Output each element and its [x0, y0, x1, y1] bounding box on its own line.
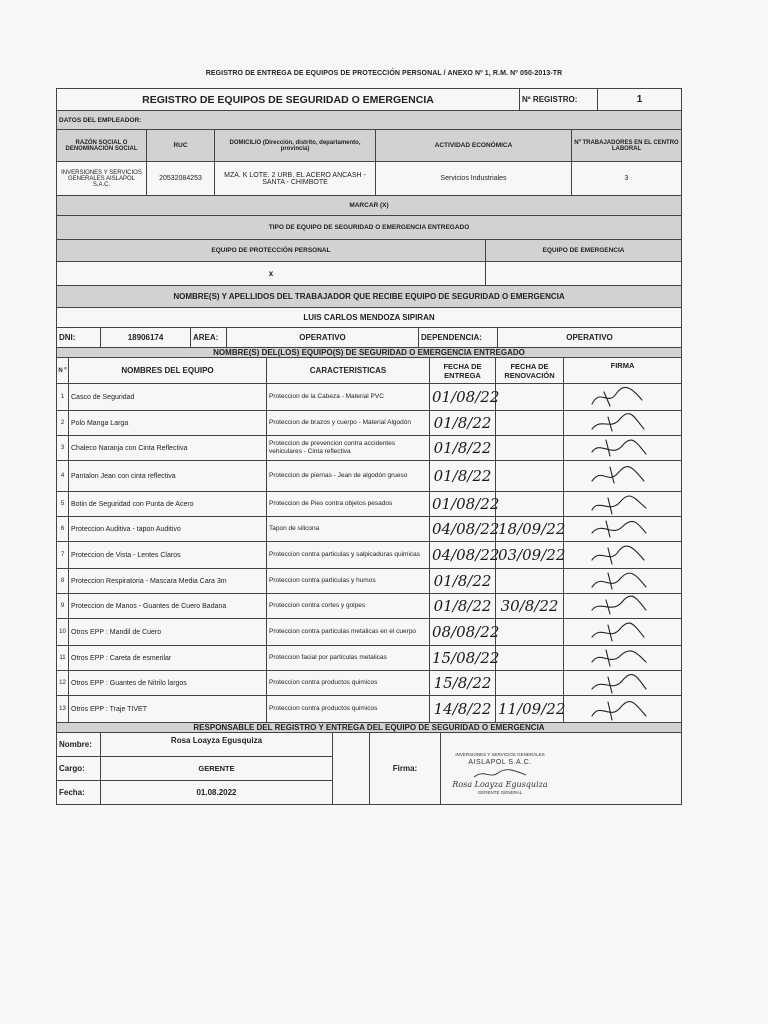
equipment-characteristics: Proteccion de piernas - Jean de algodón grueso — [267, 461, 430, 492]
equipment-name: Polo Manga Larga — [69, 411, 267, 436]
row-number: 1 — [57, 384, 69, 411]
equipment-row — [57, 696, 682, 723]
handwritten-signature — [564, 411, 682, 435]
razon-header: RAZÓN SOCIAL O DENOMINACIÓN SOCIAL — [57, 130, 147, 162]
delivery-date: 15/8/22 — [430, 671, 496, 696]
nombre-equipo-header: NOMBRES DEL EQUIPO — [69, 358, 267, 384]
renewal-date — [496, 384, 564, 411]
equipment-row — [57, 461, 682, 492]
equipment-name: Chaleco Naranja con Cinta Reflectiva — [69, 436, 267, 461]
equipment-row — [57, 436, 682, 461]
responsable-table — [56, 722, 682, 805]
worker-section-label: NOMBRE(S) Y APELLIDOS DEL TRABAJADOR QUE RECIBE EQUIPO DE SEGURIDAD O EMERGENCIA — [57, 286, 682, 308]
signature-cell — [564, 492, 682, 517]
signature-cell — [564, 517, 682, 542]
signature-cell — [564, 646, 682, 671]
delivery-date: 08/08/22 — [430, 619, 496, 646]
firma-header: FIRMA — [564, 358, 682, 384]
handwritten-signature — [564, 384, 682, 410]
actividad-header: ACTIVIDAD ECONÓMICA — [376, 130, 572, 162]
caracteristicas-header: CARACTERISTICAS — [267, 358, 430, 384]
handwritten-signature — [564, 517, 682, 541]
renewal-date — [496, 619, 564, 646]
equipment-characteristics: Proteccion contra particulas y humos — [267, 569, 430, 594]
row-number: 10 — [57, 619, 69, 646]
registro-label: Nº REGISTRO: — [520, 89, 598, 111]
row-number: 9 — [57, 594, 69, 619]
fecha-label: Fecha: — [57, 781, 101, 805]
tipo-equipo-label: TIPO DE EQUIPO DE SEGURIDAD O EMERGENCIA ENTREGADO — [57, 216, 682, 240]
equipment-name: Proteccion Auditiva - tapon Auditivo — [69, 517, 267, 542]
row-number: 8 — [57, 569, 69, 594]
equipment-characteristics: Proteccion de prevencion contra accidentes vehiculares - Cinta reflectiva — [267, 436, 430, 461]
seal-signature-mark — [470, 768, 530, 780]
marcar-label: MARCAR (X) — [57, 196, 682, 216]
worker-name: LUIS CARLOS MENDOZA SIPIRAN — [57, 308, 682, 328]
renewal-date — [496, 569, 564, 594]
equipment-row — [57, 646, 682, 671]
equipment-row — [57, 384, 682, 411]
renewal-date — [496, 436, 564, 461]
equipment-characteristics: Proteccion contra particulas metalicas en el cuerpo — [267, 619, 430, 646]
nombre-label: Nombre: — [57, 733, 101, 757]
row-number: 13 — [57, 696, 69, 723]
area-label: AREA: — [191, 328, 227, 348]
cargo-label: Cargo: — [57, 757, 101, 781]
handwritten-signature — [564, 569, 682, 593]
row-number: 4 — [57, 461, 69, 492]
equipment-characteristics: Tapon de silicona — [267, 517, 430, 542]
equipment-characteristics: Proteccion contra productos quimicos — [267, 696, 430, 723]
equipment-row — [57, 671, 682, 696]
equipment-row — [57, 619, 682, 646]
equipment-name: Otros EPP : Guantes de Nitrilo largos — [69, 671, 267, 696]
document-title: REGISTRO DE ENTREGA DE EQUIPOS DE PROTECCIÓN PERSONAL / ANEXO Nº 1, R.M. Nº 050-2013-TR — [205, 70, 563, 77]
fecha-renovacion-header: FECHA DE RENOVACIÓN — [496, 358, 564, 384]
row-number: 12 — [57, 671, 69, 696]
delivery-date: 01/8/22 — [430, 461, 496, 492]
seal-company-name: AISLAPOL S.A.C. — [468, 759, 532, 767]
epp-mark: x — [57, 262, 486, 286]
equipment-characteristics: Proteccion contra cortes y golpes — [267, 594, 430, 619]
responsable-section-label: RESPONSABLE DEL REGISTRO Y ENTREGA DEL EQUIPO DE SEGURIDAD O EMERGENCIA — [57, 723, 682, 733]
equipment-row — [57, 569, 682, 594]
domicilio-header: DOMICILIO (Dirección, distrito, departamento, provincia) — [215, 130, 376, 162]
handwritten-signature — [564, 619, 682, 645]
equipment-table — [56, 347, 682, 723]
equipment-row — [57, 542, 682, 569]
emergencia-mark — [486, 262, 682, 286]
equipment-type-table — [56, 195, 682, 286]
delivery-date: 01/8/22 — [430, 436, 496, 461]
delivery-date: 01/8/22 — [430, 569, 496, 594]
area-value: OPERATIVO — [227, 328, 419, 348]
equipment-row — [57, 492, 682, 517]
registro-number: 1 — [598, 89, 682, 111]
header-table — [56, 88, 682, 111]
renewal-date — [496, 461, 564, 492]
equipment-section-label: NOMBRE(S) DEL(LOS) EQUIPO(S) DE SEGURIDAD O EMERGENCIA ENTREGADO — [57, 348, 682, 358]
equipment-name: Proteccion Respiratoria - Mascara Media Cara 3m — [69, 569, 267, 594]
equipment-row — [57, 594, 682, 619]
dni-label: DNI: — [57, 328, 101, 348]
equipment-characteristics: Proteccion contra particulas y salpicaduras quimicas — [267, 542, 430, 569]
row-number: 3 — [57, 436, 69, 461]
equipment-characteristics: Proteccion facial por particulas metalicas — [267, 646, 430, 671]
equipment-characteristics: Proteccion de Pies contra objetos pesados — [267, 492, 430, 517]
row-number: 6 — [57, 517, 69, 542]
seal-signer-name: Rosa Loayza Egusquiza — [452, 779, 548, 789]
signature-cell — [564, 671, 682, 696]
equipment-row — [57, 517, 682, 542]
signature-cell — [564, 461, 682, 492]
renewal-date — [496, 646, 564, 671]
row-number: 2 — [57, 411, 69, 436]
n-header: N º — [57, 358, 69, 384]
responsable-cargo: GERENTE — [101, 757, 333, 781]
handwritten-signature — [564, 646, 682, 670]
renewal-date: 18/09/22 — [496, 517, 564, 542]
delivery-date: 14/8/22 — [430, 696, 496, 723]
row-number: 5 — [57, 492, 69, 517]
equipment-row — [57, 411, 682, 436]
signature-cell — [564, 542, 682, 569]
emergencia-label: EQUIPO DE EMERGENCIA — [486, 240, 682, 262]
razon-value: INVERSIONES Y SERVICIOS GENERALES AISLAPOL S.A.C. — [57, 162, 147, 196]
signature-cell — [564, 436, 682, 461]
renewal-date: 03/09/22 — [496, 542, 564, 569]
handwritten-signature — [564, 461, 682, 491]
signature-cell — [564, 619, 682, 646]
signature-cell — [564, 569, 682, 594]
delivery-date: 01/8/22 — [430, 411, 496, 436]
handwritten-signature — [564, 696, 682, 722]
signature-cell — [564, 696, 682, 723]
equipment-name: Otros EPP : Mandil de Cuero — [69, 619, 267, 646]
trabajadores-header: Nº TRABAJADORES EN EL CENTRO LABORAL — [572, 130, 682, 162]
equipment-name: Botin de Seguridad con Punta de Acero — [69, 492, 267, 517]
handwritten-signature — [564, 436, 682, 460]
delivery-date: 04/08/22 — [430, 542, 496, 569]
registro-form — [56, 88, 681, 805]
delivery-date: 15/08/22 — [430, 646, 496, 671]
seal-signer-role: GERENTE GENERAL — [477, 790, 523, 796]
equipment-name: Proteccion de Vista - Lentes Claros — [69, 542, 267, 569]
dependencia-label: DEPENDENCIA: — [419, 328, 498, 348]
employer-table — [56, 110, 682, 196]
handwritten-signature — [564, 594, 682, 618]
signature-cell — [564, 411, 682, 436]
delivery-date: 01/8/22 — [430, 594, 496, 619]
dependencia-value: OPERATIVO — [498, 328, 682, 348]
equipment-name: Otros EPP : Traje TIVET — [69, 696, 267, 723]
signature-cell — [564, 594, 682, 619]
renewal-date — [496, 411, 564, 436]
handwritten-signature — [564, 671, 682, 695]
handwritten-signature — [564, 542, 682, 568]
equipment-characteristics: Proteccion de brazos y cuerpo - Material Algodón — [267, 411, 430, 436]
actividad-value: Servicios Industriales — [376, 162, 572, 196]
renewal-date: 30/8/22 — [496, 594, 564, 619]
equipment-characteristics: Proteccion contra productos quimicos — [267, 671, 430, 696]
equipment-name: Pantalon Jean con cinta reflectiva — [69, 461, 267, 492]
delivery-date: 01/08/22 — [430, 384, 496, 411]
ruc-header: RUC — [147, 130, 215, 162]
renewal-date: 11/09/22 — [496, 696, 564, 723]
seal-company-line: INVERSIONES Y SERVICIOS GENERALES — [455, 752, 545, 757]
fecha-entrega-header: FECHA DE ENTREGA — [430, 358, 496, 384]
worker-table — [56, 285, 682, 348]
firma-label: Firma: — [370, 757, 441, 781]
dni-value: 18906174 — [101, 328, 191, 348]
epp-label: EQUIPO DE PROTECCIÓN PERSONAL — [57, 240, 486, 262]
equipment-name: Otros EPP : Careta de esmerilar — [69, 646, 267, 671]
responsable-nombre: Rosa Loayza Egusquiza — [101, 733, 333, 757]
form-title: REGISTRO DE EQUIPOS DE SEGURIDAD O EMERGENCIA — [57, 89, 520, 111]
ruc-value: 20532084253 — [147, 162, 215, 196]
renewal-date — [496, 671, 564, 696]
renewal-date — [496, 492, 564, 517]
equipment-characteristics: Proteccion de la Cabeza - Material PVC — [267, 384, 430, 411]
trabajadores-value: 3 — [572, 162, 682, 196]
delivery-date: 01/08/22 — [430, 492, 496, 517]
equipment-name: Proteccion de Manos - Guantes de Cuero Badana — [69, 594, 267, 619]
delivery-date: 04/08/22 — [430, 517, 496, 542]
row-number: 11 — [57, 646, 69, 671]
signature-cell — [564, 384, 682, 411]
domicilio-value: MZA. K LOTE. 2 URB. EL ACERO ANCASH - SANTA - CHIMBOTE — [215, 162, 376, 196]
handwritten-signature — [564, 492, 682, 516]
equipment-name: Casco de Seguridad — [69, 384, 267, 411]
equipment-rows — [57, 384, 682, 723]
employer-section-label: DATOS DEL EMPLEADOR: — [57, 111, 682, 130]
row-number: 7 — [57, 542, 69, 569]
responsable-fecha: 01.08.2022 — [101, 781, 333, 805]
company-seal — [420, 752, 580, 796]
